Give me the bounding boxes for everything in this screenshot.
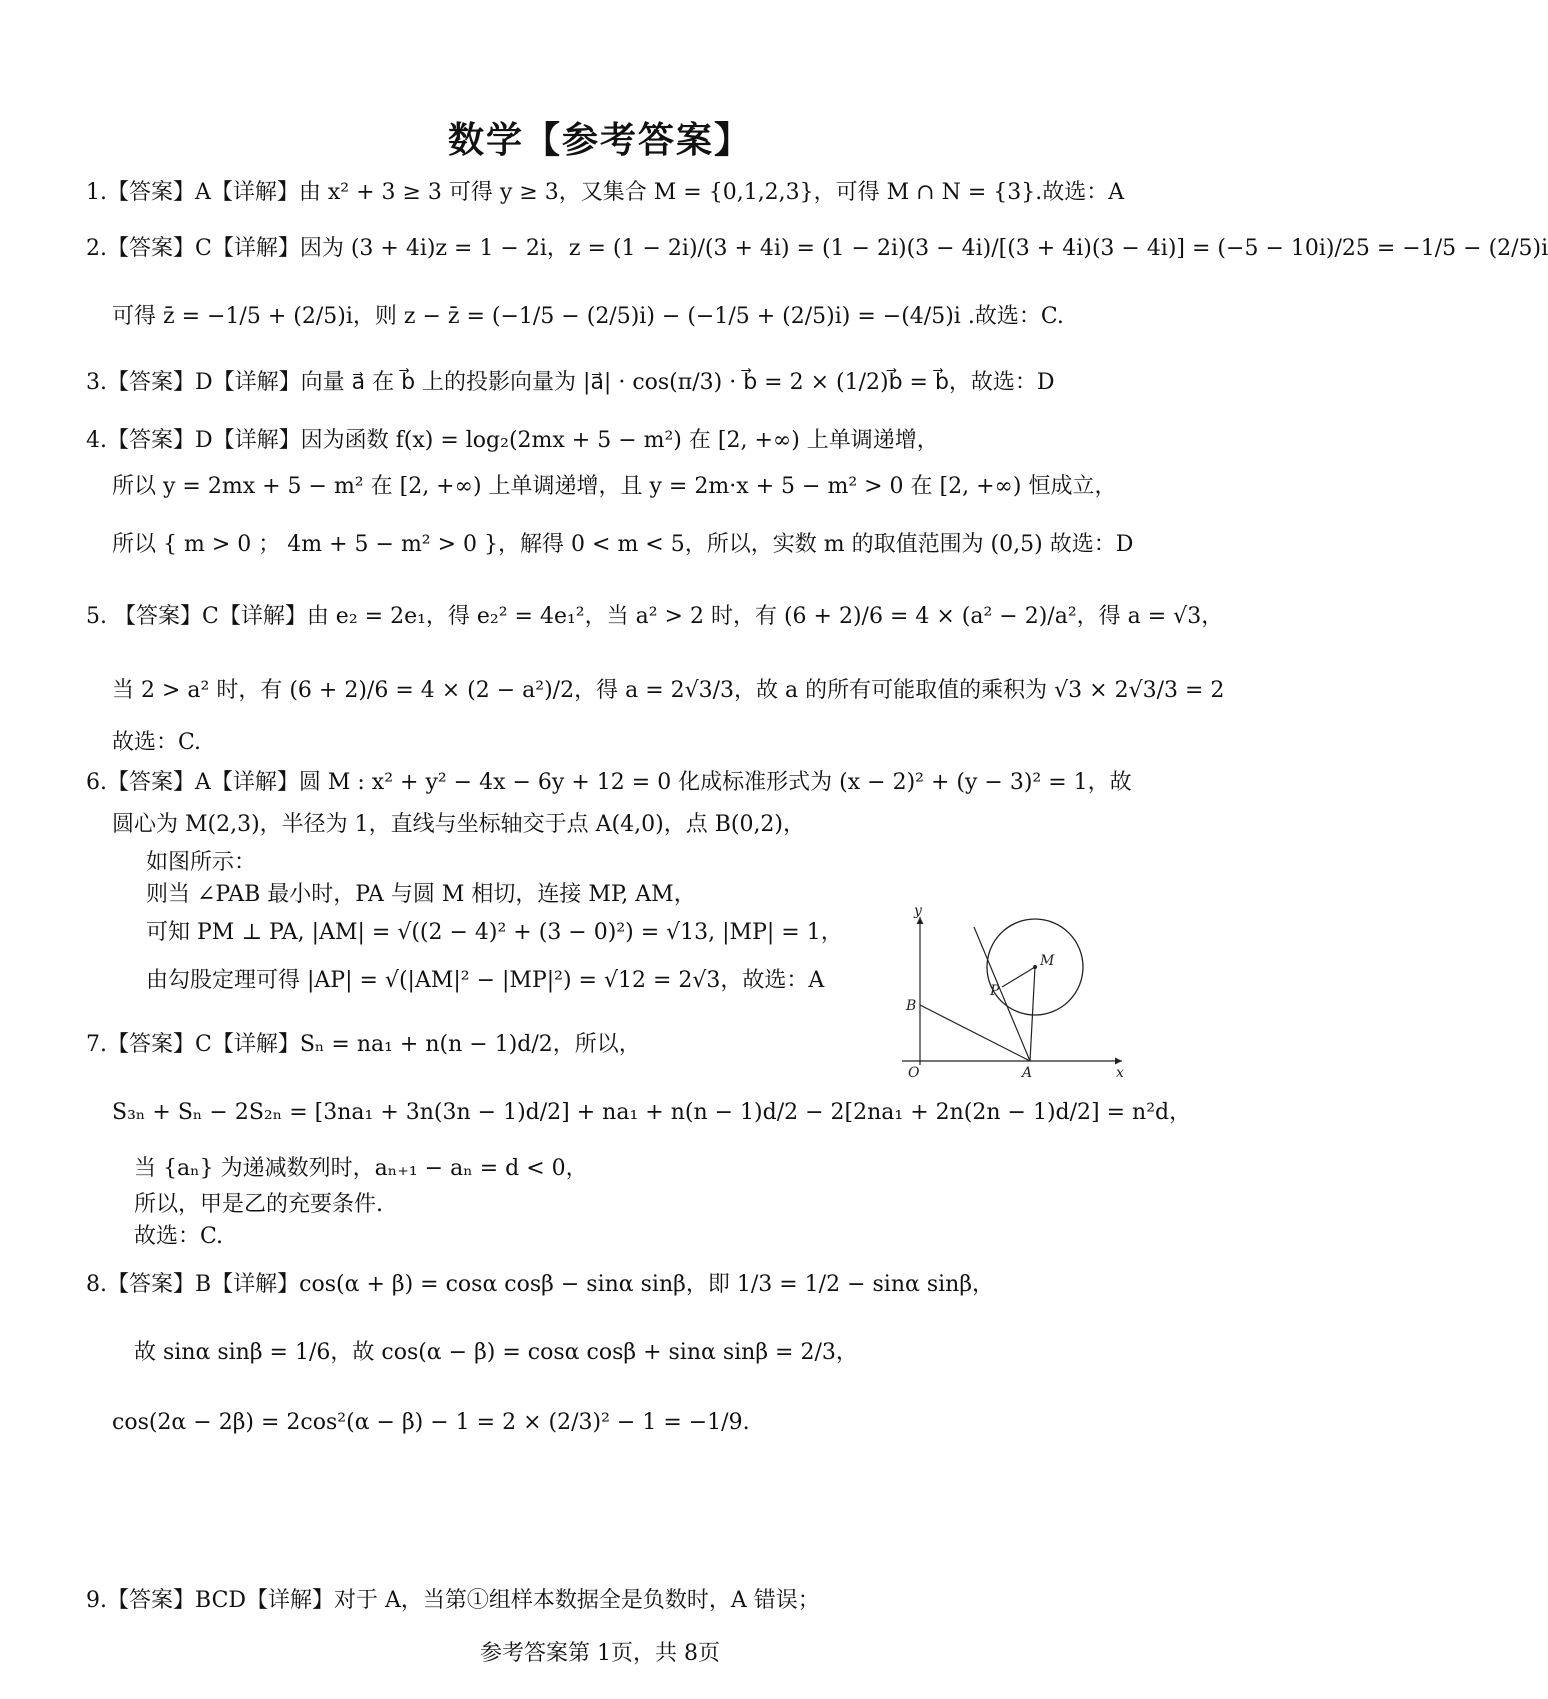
answer-9-line-1: 9.【答案】BCD【详解】对于 A，当第①组样本数据全是负数时，A 错误； [86,1588,820,1613]
answer-4-line-1: 4.【答案】D【详解】因为函数 f(x) = log₂(2mx + 5 − m²) 在 [2, +∞) 上单调递增， [86,428,939,453]
answer-6-line-4: 则当 ∠PAB 最小时，PA 与圆 M 相切，连接 MP, AM， [146,882,696,907]
answer-2-line-2: 可得 z̄ = −1/5 + (2/5)i，则 z − z̄ = (−1/5 − (2/5)i) − (−1/5 + (2/5)i) = −(4/5)i .故选：C. [112,304,1064,329]
label-p: P [990,983,1000,999]
label-b: B [906,998,917,1014]
label-x: x [1116,1065,1124,1081]
label-y: y [914,903,922,919]
page-footer: 参考答案第 1页，共 8页 [480,1641,720,1666]
answer-7-line-2: S₃ₙ + Sₙ − 2S₂ₙ = [3na₁ + 3n(3n − 1)d/2] + na₁ + n(n − 1)d/2 − 2[2na₁ + 2n(2n − 1)d/2] = n²d， [112,1100,1192,1125]
label-m: M [1040,953,1055,969]
segment-pm [1002,967,1035,987]
answer-5-line-2: 当 2 > a² 时，有 (6 + 2)/6 = 4 × (2 − a²)/2，得 a = 2√3/3，故 a 的所有可能取值的乘积为 √3 × 2√3/3 = 2 [112,678,1225,703]
answer-4-line-2: 所以 y = 2mx + 5 − m² 在 [2, +∞) 上单调递增，且 y = 2m·x + 5 − m² > 0 在 [2, +∞) 恒成立， [112,474,1117,499]
answer-3-line-1: 3.【答案】D【详解】向量 a⃗ 在 b⃗ 上的投影向量为 |a⃗| · cos(π/3) · b⃗ = 2 × (1/2)b⃗ = b⃗，故选：D [86,370,1055,395]
answer-7-line-4: 所以，甲是乙的充要条件. [134,1192,383,1217]
answer-7-line-1: 7.【答案】C【详解】Sₙ = na₁ + n(n − 1)d/2，所以， [86,1032,641,1057]
label-o: O [908,1065,920,1081]
answer-5-line-3: 故选：C. [112,730,202,755]
answer-5-line-1: 5. 【答案】C【详解】由 e₂ = 2e₁，得 e₂² = 4e₁²，当 a² > 2 时，有 (6 + 2)/6 = 4 × (a² − 2)/a²，得 a = √3， [86,604,1224,629]
answer-2-line-1: 2.【答案】C【详解】因为 (3 + 4i)z = 1 − 2i，z = (1 − 2i)/(3 + 4i) = (1 − 2i)(3 − 4i)/[(3 + 4i)(3 − 4i)] = (−5 − 10i)/25 = −1/5 − (2/5)i [86,236,1548,261]
answer-8-line-2: 故 sinα sinβ = 1/6，故 cos(α − β) = cosα cosβ + sinα sinβ = 2/3， [134,1340,858,1365]
page-title: 数学【参考答案】 [447,119,752,161]
answer-1-line-1: 1.【答案】A【详解】由 x² + 3 ≥ 3 可得 y ≥ 3，又集合 M = {0,1,2,3}，可得 M ∩ N = {3}.故选：A [86,180,1125,205]
answer-6-line-6: 由勾股定理可得 |AP| = √(|AM|² − |MP|²) = √12 = 2√3，故选：A [146,968,825,993]
answer-6-line-1: 6.【答案】A【详解】圆 M : x² + y² − 4x − 6y + 12 = 0 化成标准形式为 (x − 2)² + (y − 3)² = 1，故 [86,770,1132,795]
answer-7-line-3: 当 {aₙ} 为递减数列时，aₙ₊₁ − aₙ = d < 0， [134,1156,588,1181]
answer-8-line-3: cos(2α − 2β) = 2cos²(α − β) − 1 = 2 × (2/3)² − 1 = −1/9. [112,1410,750,1435]
answer-6-line-2: 圆心为 M(2,3)，半径为 1，直线与坐标轴交于点 A(4,0)，点 B(0,2)， [112,812,806,837]
label-a: A [1022,1065,1033,1081]
answer-8-line-1: 8.【答案】B【详解】cos(α + β) = cosα cosβ − sinα sinβ，即 1/3 = 1/2 − sinα sinβ， [86,1272,995,1297]
center-point-m [1033,965,1037,969]
answer-4-line-3: 所以 { m > 0 ； 4m + 5 − m² > 0 }，解得 0 < m < 5，所以，实数 m 的取值范围为 (0,5) 故选：D [112,532,1134,557]
answer-7-line-5: 故选：C. [134,1224,224,1249]
answer-6-line-3: 如图所示： [146,850,257,875]
answer-6-line-5: 可知 PM ⊥ PA, |AM| = √((2 − 4)² + (3 − 0)²) = √13, |MP| = 1， [146,920,843,945]
